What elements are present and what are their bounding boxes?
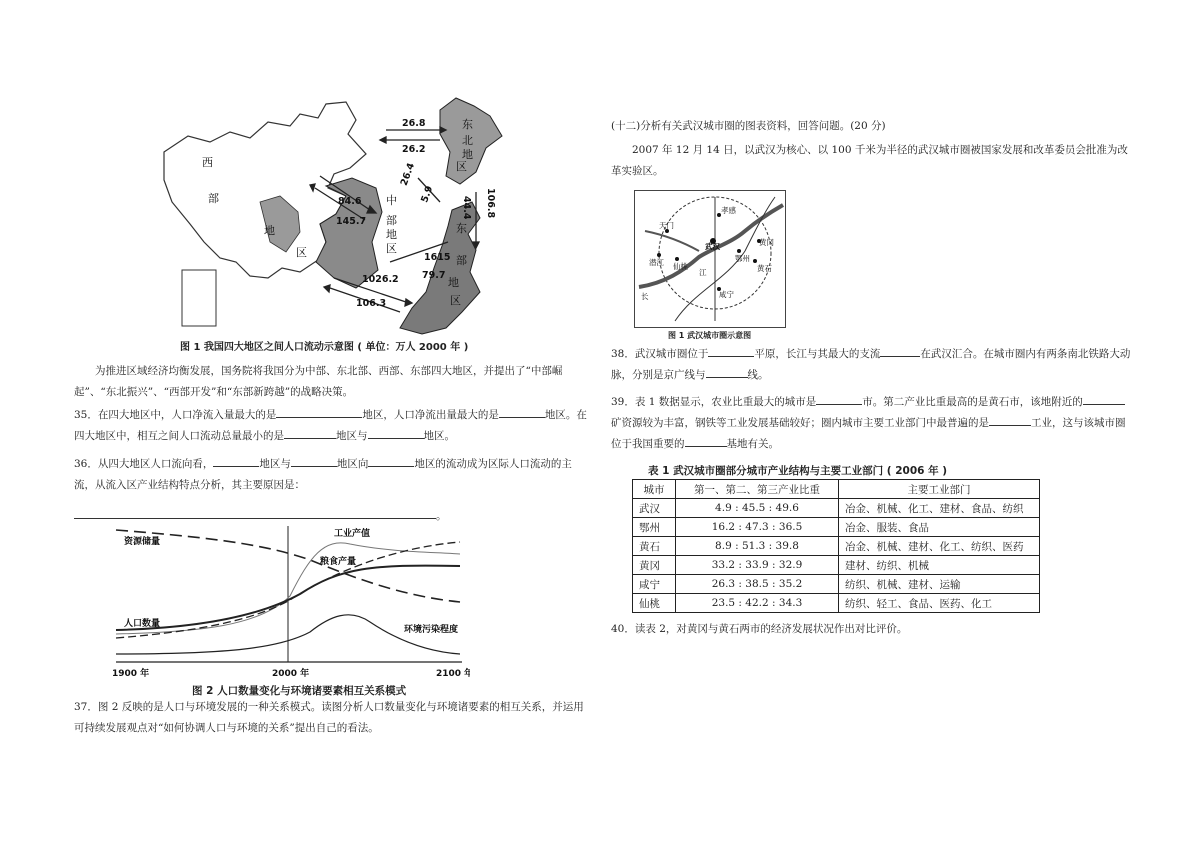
q39-text-e: 基地有关。	[726, 438, 779, 450]
flow-value: 44.4	[461, 196, 472, 220]
table-header-row	[633, 480, 1040, 499]
wuhan-map-svg	[635, 191, 785, 327]
map-label-huangshi: 黄石	[757, 264, 772, 273]
industry-table	[632, 479, 1040, 613]
q40-text: 40．读表 2，对黄冈与黄石两市的经济发展状况作出对比评价。	[611, 623, 908, 635]
q39-blank-3[interactable]	[989, 413, 1031, 426]
flow-value: 1026.2	[362, 274, 399, 285]
cell-industry: 冶金、机械、建材、化工、纺织、医药	[839, 537, 1040, 556]
q38-text-c: 在武汉汇合。在城市圈内有两条南北铁路大动脉，分别是京广线与	[611, 348, 1131, 381]
q38-blank-1[interactable]	[708, 344, 754, 357]
right-intro-text: 2007 年 12 月 14 日，以武汉为核心、以 100 千米为半径的武汉城市圈被国家发展和改革委员会批准为改革实验区。	[611, 144, 1128, 177]
q36-answer-line[interactable]	[74, 506, 436, 519]
map-label: 东	[456, 222, 467, 235]
flow-value: 145.7	[336, 216, 367, 227]
table-row	[633, 575, 1040, 594]
x-tick-2100: 2100 年	[436, 669, 470, 679]
map-label: 区	[296, 246, 307, 259]
map-label-huanggang: 黄冈	[759, 238, 774, 247]
flow-value: 79.7	[422, 270, 446, 281]
china-map-svg	[150, 92, 510, 342]
cell-city: 鄂州	[633, 518, 676, 537]
table-row	[633, 499, 1040, 518]
cell-industry: 纺织、轻工、食品、医药、化工	[839, 594, 1040, 613]
flow-value: 84.6	[338, 196, 362, 207]
table-row	[633, 556, 1040, 575]
q39-text-d: 工业，这与该城市圈位于我国重要的	[611, 417, 1126, 450]
q35-text-e: 地区。	[423, 430, 455, 442]
cell-city: 黄石	[633, 537, 676, 556]
q38-blank-3[interactable]	[706, 365, 748, 378]
cell-ratio: 8.9 : 51.3 : 39.8	[676, 537, 839, 556]
map-label: 地	[264, 224, 275, 237]
label-pollution: 环境污染程度	[404, 625, 459, 635]
map-label: 部	[456, 254, 467, 267]
fig2-caption: 图 2 人口数量变化与环境诸要素相互关系模式	[192, 685, 407, 697]
q35-blank-3[interactable]	[284, 426, 336, 439]
cell-industry: 冶金、机械、化工、建材、食品、纺织	[839, 499, 1040, 518]
q37-text: 37．图 2 反映的是人口与环境发展的一种关系模式。读图分析人口数量变化与环境诸要素的相互关系，并运用可持续发展观点对“如何协调人口与环境的关系”提出自己的看法。	[74, 701, 584, 734]
q38-text-a: 38．武汉城市圈位于	[611, 348, 709, 360]
wuhan-city-circle-map	[634, 190, 786, 328]
right-intro	[611, 140, 1131, 182]
map-label-wuhan: 武汉	[705, 242, 720, 251]
q39-text-b: 市。第二产业比重最高的是黄石市，该地附近的	[862, 396, 1083, 408]
q38-text-b: 平原，长江与其最大的支流	[754, 348, 881, 360]
cell-ratio: 26.3 : 38.5 : 35.2	[676, 575, 839, 594]
question-35	[74, 405, 592, 447]
x-tick-2000: 2000 年	[272, 669, 310, 679]
flow-value: 26.8	[402, 118, 426, 129]
fig2-svg	[110, 522, 470, 682]
table-title: 表 1 武汉城市圈部分城市产业结构与主要工业部门 ( 2006 年 )	[648, 465, 948, 477]
south-sea-inset	[182, 270, 216, 326]
label-resource: 资源储量	[124, 537, 161, 547]
cell-industry: 建材、纺织、机械	[839, 556, 1040, 575]
left-intro	[74, 361, 592, 403]
q38-text-d: 线。	[747, 369, 769, 381]
map-label-qianjiang: 潜江	[649, 258, 664, 267]
header-ratio: 第一、第二、第三产业比重	[676, 480, 839, 499]
question-40	[611, 619, 1131, 640]
cell-city: 仙桃	[633, 594, 676, 613]
cell-city: 咸宁	[633, 575, 676, 594]
flow-value: 26.4	[398, 161, 418, 188]
map-label: 部	[386, 214, 397, 227]
map-label: 西	[202, 156, 213, 169]
map-label-xiaogan: 孝感	[721, 206, 736, 215]
q36-text-a: 36．从四大地区人口流向看，	[74, 458, 214, 470]
q35-text-c: 地区。在四大地区中，相互之间人口流动总量最小的是	[74, 409, 587, 442]
cell-city: 武汉	[633, 499, 676, 518]
section-title-text: (十二)分析有关武汉城市圈的图表资料，回答问题。(20 分)	[611, 120, 886, 132]
han-river	[645, 231, 699, 251]
cell-industry: 纺织、机械、建材、运输	[839, 575, 1040, 594]
map-label-jiang: 江	[699, 268, 707, 277]
label-population: 人口数量	[124, 619, 161, 629]
map-label-ezhou: 鄂州	[735, 254, 750, 263]
map-label: 地	[462, 148, 473, 161]
q38-blank-2[interactable]	[880, 344, 920, 357]
cell-ratio: 16.2 : 47.3 : 36.5	[676, 518, 839, 537]
china-population-flow-map	[150, 92, 510, 342]
q39-blank-1[interactable]	[816, 392, 862, 405]
q39-blank-2[interactable]	[1083, 392, 1125, 405]
cell-industry: 冶金、服装、食品	[839, 518, 1040, 537]
map-label: 地	[448, 276, 459, 289]
fig1-caption: 图 1 我国四大地区之间人口流动示意图 ( 单位：万人 2000 年 )	[180, 342, 469, 353]
cell-ratio: 33.2 : 33.9 : 32.9	[676, 556, 839, 575]
q35-blank-4[interactable]	[368, 426, 424, 439]
map-label-xianning: 咸宁	[719, 290, 734, 299]
header-industry: 主要工业部门	[839, 480, 1040, 499]
railway-2	[675, 197, 775, 321]
flow-value: 26.2	[402, 144, 426, 155]
q36-blank-3[interactable]	[368, 454, 414, 467]
q39-text-a: 39．表 1 数据显示，农业比重最大的城市是	[611, 396, 817, 408]
map-label: 区	[386, 242, 397, 255]
q35-text-a: 35．在四大地区中，人口净流入量最大的是	[74, 409, 277, 421]
map-label: 区	[456, 160, 467, 173]
cell-city: 黄冈	[633, 556, 676, 575]
q39-blank-4[interactable]	[685, 434, 727, 447]
q36-blank-2[interactable]	[291, 454, 337, 467]
industry-table-wrap	[632, 479, 1040, 613]
east-region-shape	[400, 202, 480, 334]
map-label-chang: 长	[641, 292, 649, 301]
map-label: 中	[386, 194, 397, 207]
question-37	[74, 697, 592, 739]
flow-value: 106.8	[485, 188, 496, 219]
q36-text-c: 地区向	[336, 458, 369, 470]
q35-text-b: 地区，人口净流出量最大的是	[362, 409, 499, 421]
flow-value: 106.3	[356, 298, 387, 309]
q35-blank-1[interactable]	[276, 405, 362, 418]
cell-ratio: 4.9 : 45.5 : 49.6	[676, 499, 839, 518]
q36-text-d: 地区的流动成为区际人口流动的主流，从流入区产业结构特点分析，其主要原因是：	[74, 458, 572, 491]
label-grain: 粮食产量	[320, 557, 357, 567]
q36-text-b: 地区与	[259, 458, 291, 470]
table-row	[633, 518, 1040, 537]
flow-value: 5.9	[419, 184, 436, 205]
q39-text-c: 矿资源较为丰富，钢铁等工业发展基础较好；圈内城市主要工业部门中最普遍的是	[611, 417, 989, 429]
x-tick-1900: 1900 年	[112, 669, 150, 679]
label-industry: 工业产值	[334, 529, 371, 539]
table-row	[633, 594, 1040, 613]
population-environment-diagram	[110, 522, 470, 682]
map-label-tianmen: 天门	[659, 221, 674, 230]
question-38	[611, 344, 1131, 386]
map-label: 东	[462, 118, 473, 131]
map-label-xiantao: 仙桃	[673, 262, 688, 271]
map-label: 区	[450, 294, 461, 307]
question-36	[74, 454, 592, 527]
map-label: 地	[386, 228, 397, 241]
header-city: 城市	[633, 480, 676, 499]
q35-blank-2[interactable]	[499, 405, 545, 418]
q35-text-d: 地区与	[336, 430, 368, 442]
intro-paragraph: 为推进区域经济均衡发展，国务院将我国分为中部、东北部、西部、东部四大地区，并提出了“中部崛起”、“东北振兴”、“西部开发”和“东部新跨越”的战略决策。	[74, 365, 563, 398]
table-row	[633, 537, 1040, 556]
wuhan-map-caption: 图 1 武汉城市圈示意图	[668, 331, 752, 340]
map-label: 北	[462, 134, 473, 147]
map-label: 部	[208, 192, 219, 205]
question-39	[611, 392, 1131, 455]
q36-blank-1[interactable]	[213, 454, 259, 467]
cell-ratio: 23.5 : 42.2 : 34.3	[676, 594, 839, 613]
flow-value: 1615	[424, 252, 451, 263]
q36-end: 。	[436, 510, 447, 522]
section-title	[611, 116, 886, 137]
